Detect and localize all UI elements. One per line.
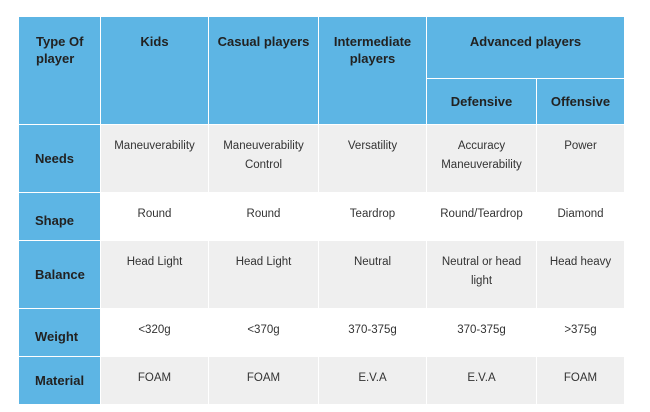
table-row-needs (19, 125, 625, 193)
cell-material-kids: FOAM (101, 357, 209, 405)
table-row-material (19, 357, 625, 405)
header-intermediate-players: Intermediate players (319, 17, 427, 125)
table-row-balance (19, 241, 625, 309)
cell-needs-casual (209, 125, 319, 193)
cell-material-defensive: E.V.A (427, 357, 537, 405)
cell-balance-kids: Head Light (101, 241, 209, 309)
row-label-balance: Balance (19, 241, 101, 309)
cell-weight-defensive: 370-375g (427, 309, 537, 357)
cell-weight-offensive: >375g (537, 309, 625, 357)
cell-weight-casual: <370g (209, 309, 319, 357)
cell-weight-kids: <320g (101, 309, 209, 357)
row-label-weight: Weight (19, 309, 101, 357)
cell-shape-offensive: Diamond (537, 193, 625, 241)
cell-weight-intermediate: 370-375g (319, 309, 427, 357)
cell-balance-intermediate: Neutral (319, 241, 427, 309)
cell-shape-casual: Round (209, 193, 319, 241)
cell-shape-kids: Round (101, 193, 209, 241)
header-offensive: Offensive (537, 79, 625, 125)
row-label-material: Material (19, 357, 101, 405)
table-row-weight (19, 309, 625, 357)
cell-shape-defensive: Round/Teardrop (427, 193, 537, 241)
cell-material-offensive: FOAM (537, 357, 625, 405)
cell-needs-kids: Maneuverability (101, 125, 209, 193)
header-casual-players: Casual players (209, 17, 319, 125)
cell-balance-defensive (427, 241, 537, 309)
cell-needs-offensive: Power (537, 125, 625, 193)
cell-balance-defensive-line2: light (470, 275, 493, 287)
cell-material-casual: FOAM (209, 357, 319, 405)
cell-balance-casual: Head Light (209, 241, 319, 309)
row-label-needs: Needs (19, 125, 101, 193)
header-kids: Kids (101, 17, 209, 125)
racket-comparison-table (18, 16, 625, 405)
cell-balance-offensive: Head heavy (537, 241, 625, 309)
cell-needs-casual-line2: Control (244, 159, 283, 171)
row-label-shape: Shape (19, 193, 101, 241)
cell-needs-defensive (427, 125, 537, 193)
cell-balance-defensive-line1: Neutral or head (441, 256, 522, 268)
cell-needs-defensive-line2: Maneuverability (441, 159, 522, 171)
header-advanced-players: Advanced players (427, 17, 625, 79)
cell-needs-casual-line1: Maneuverability (223, 140, 304, 152)
table-header (19, 17, 625, 125)
table-body (19, 125, 625, 405)
header-defensive: Defensive (427, 79, 537, 125)
cell-needs-intermediate: Versatility (319, 125, 427, 193)
cell-needs-defensive-line1: Accuracy (457, 140, 506, 152)
cell-material-intermediate: E.V.A (319, 357, 427, 405)
header-type-of-player: Type Of player (19, 17, 101, 125)
cell-shape-intermediate: Teardrop (319, 193, 427, 241)
table-row-shape (19, 193, 625, 241)
